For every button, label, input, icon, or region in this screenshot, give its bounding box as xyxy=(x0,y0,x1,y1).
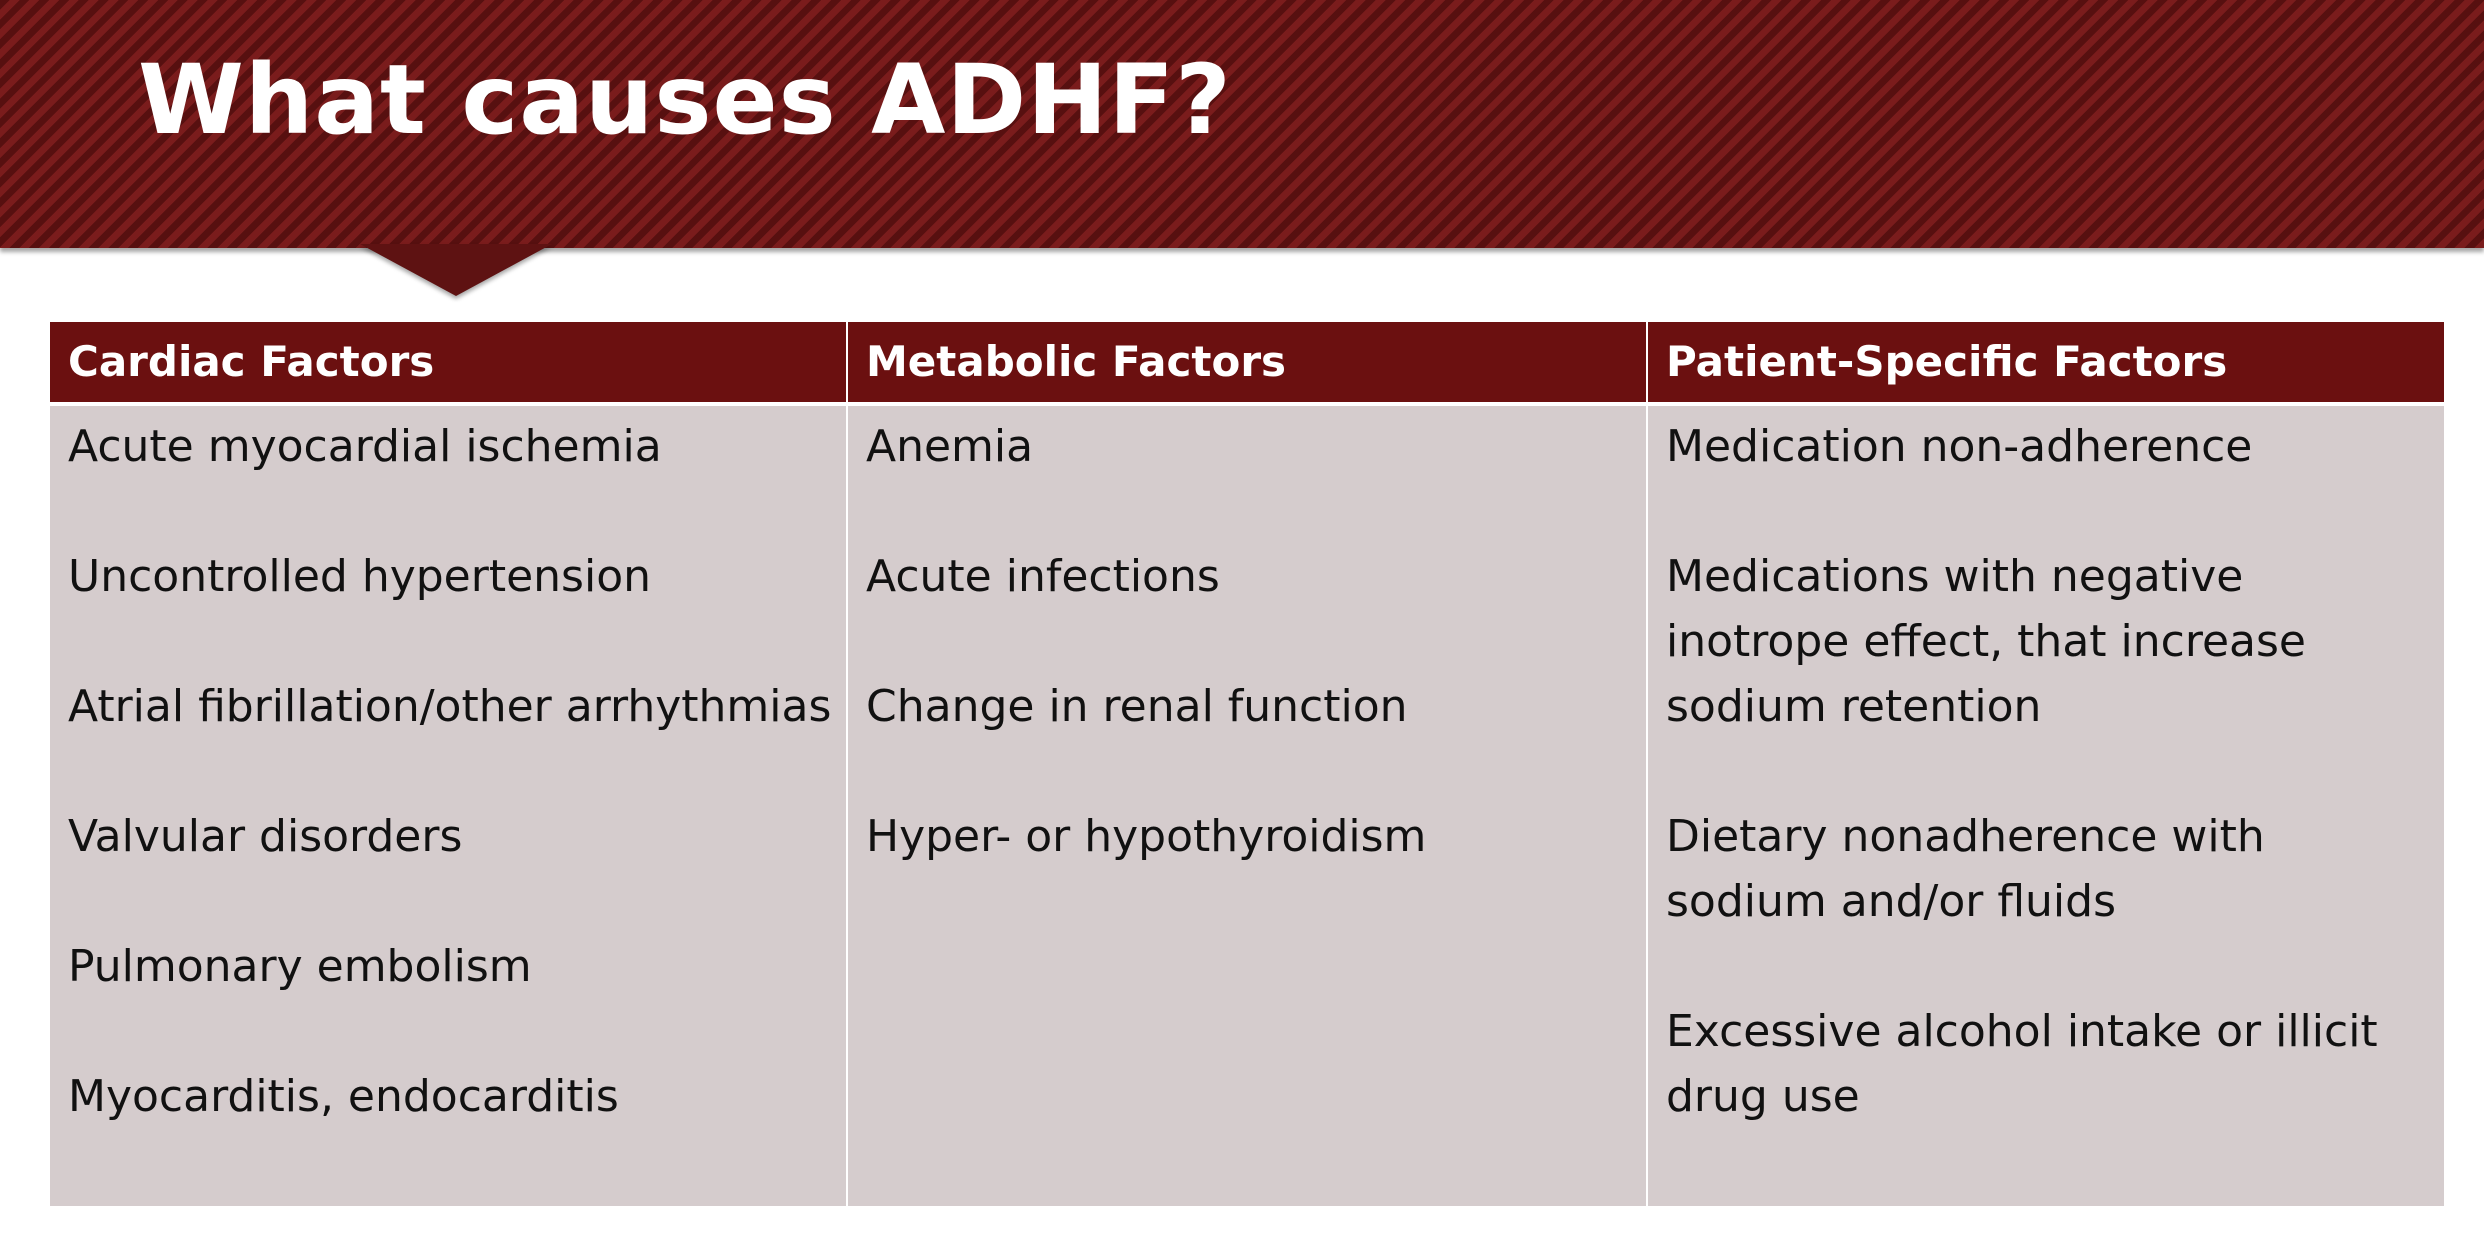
list-item: Dietary nonadherence with sodium and/or fluids xyxy=(1666,811,2265,927)
list-item: Medication non-adherence xyxy=(1666,421,2253,472)
list-item: Myocarditis, endocarditis xyxy=(68,1071,619,1122)
list-item: Change in renal function xyxy=(866,681,1408,732)
metabolic-factors-cell xyxy=(848,406,1646,1206)
column-header-patient-specific: Patient-Specific Factors xyxy=(1648,322,2444,402)
column-header-metabolic: Metabolic Factors xyxy=(848,322,1646,402)
list-item: Valvular disorders xyxy=(68,811,463,862)
cardiac-factors-cell xyxy=(50,406,846,1206)
list-item: Acute myocardial ischemia xyxy=(68,421,662,472)
list-item: Atrial fibrillation/other arrhythmias xyxy=(68,681,832,732)
slide-title: What causes ADHF? xyxy=(138,44,1232,156)
patient-specific-factors-cell xyxy=(1648,406,2444,1206)
list-item: Anemia xyxy=(866,421,1034,472)
list-item: Pulmonary embolism xyxy=(68,941,532,992)
list-item: Acute infections xyxy=(866,551,1220,602)
list-item: Medications with negative inotrope effect, that increase sodium retention xyxy=(1666,551,2306,732)
factors-table xyxy=(50,322,2444,1206)
column-header-cardiac: Cardiac Factors xyxy=(50,322,846,402)
list-item: Excessive alcohol intake or illicit drug use xyxy=(1666,1006,2378,1122)
list-item: Uncontrolled hypertension xyxy=(68,551,651,602)
list-item: Hyper- or hypothyroidism xyxy=(866,811,1427,862)
banner-notch xyxy=(360,244,552,296)
title-banner xyxy=(0,0,2484,248)
